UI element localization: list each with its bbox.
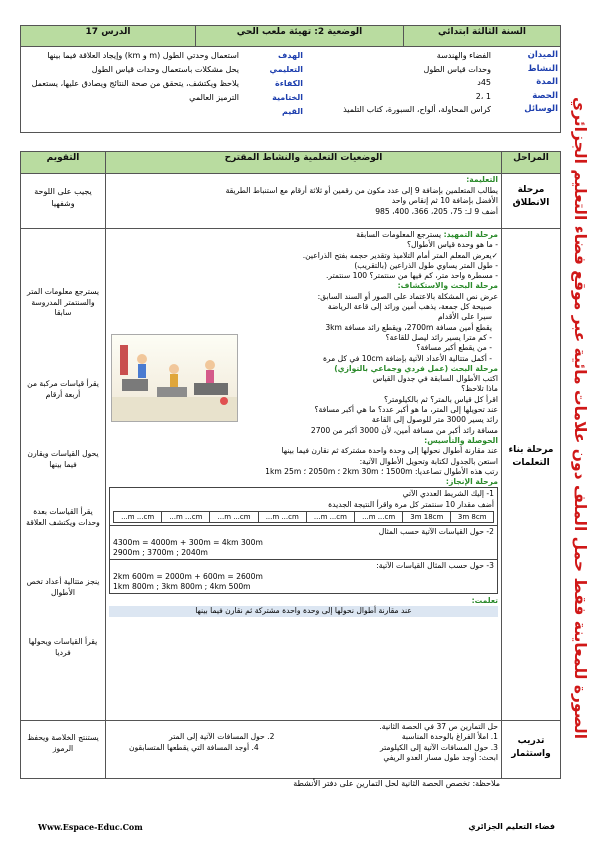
search2-line: رائد يسير 3000 متر للوصول إلى القاعة [371,415,498,425]
footer-brand: فضاء التعليم الجزائري [468,822,555,831]
intro-item: - مسطرة واحد متر، كم فيها من سنتمتر؟ 100 سنتمتر. [325,271,498,281]
stage3-line: 4. أوجد المسافة التي يقطعها المتسابقون [129,742,259,752]
mid-label: القيم [281,107,303,116]
header-mid-labels [243,49,303,119]
search-line: يقطع أمين مسافة 2700m، ويقطع رائد مسافة 3km [325,322,492,332]
search2-line: اكتب الأطوال السابقة في جدول القياس [372,374,498,384]
intro-item: - طول المتر يساوي طول الذراعين (بالتقريب) [354,260,498,270]
exercise-3-box [109,560,498,594]
synth-line: استعن بالجدول لكتابة وتحويل الأطوال الآتية: [359,456,498,466]
col-stages: المراحل [502,152,561,174]
watermark-text: الصورة للمعاينة فقط حمل الملف دون علامات مائية عبر موقع فضاء التعليم الجزائري [571,96,589,740]
synth-title: الحوصلة والتأسيس: [424,435,498,445]
ex1-line: أضف مقدار 10 سنتمتر كل مرة واقرأ النتيجة الجديدة [328,499,494,509]
header-left-values [311,49,491,117]
header-table [20,25,561,133]
stage2-name: مرحلة بناء التعلمات [502,229,561,721]
eval-item: يسترجع معلومات المتر والسنتمتر المدروسة سابقا [27,287,99,317]
eval-item: ينجز متتالية أعداد تخص الأطوال [26,577,100,597]
eval-item: يقرأ قياسات مركبة من أربعة أرقام [27,379,99,399]
search-line: - من يقطع أكبر مسافة؟ [416,343,492,353]
search2-line: عند تحويلها إلى المتر، ما هو أكبر عدد؟ ما هي أكبر مسافة؟ [314,405,498,415]
grade-level: السنة الثالثة ابتدائي [404,26,561,47]
stage1-content [106,174,502,229]
stage1-name: مرحلة الانطلاق [502,174,561,229]
note: ملاحظة: تخصص الحصة الثانية لحل التمارين على دفتر الأنشطة [293,779,500,788]
strip-cell: ...m ...cm [258,512,306,523]
stage1-line: الأفضل بإضافة 10 ثم إنقاص واحد [391,196,498,205]
mid-label: التعليمي [269,65,303,74]
field-value: الفضاء والهندسة [436,51,491,60]
search-line: صبيحة كل جمعة، يذهب أمين ورائد إلى قاعة الرياضة [327,302,492,312]
exercise-2-box [109,526,498,560]
competence-text: يحل مشكلات باستعمال وحدات قياس الطول [91,65,239,74]
header-left-labels [496,49,558,117]
stage3-line: 3. حول المسافات الآتية إلى الكيلومتر [379,742,498,752]
stage3-line: 2. حول المسافات الآتية إلى المتر [169,732,275,742]
search2-line: اقرأ كل قياس بالمتر؟ ثم بالكيلومتر؟ [383,394,498,404]
activity-value: وحدات قياس الطول [423,64,491,74]
search2-title: مرحلة البحث (عمل فردي وجماعي بالتوازي) [334,363,498,373]
session-value: 1 ،2 [475,91,491,101]
col-activities: الوضعيات التعلمية والنشاط المقترح [106,152,502,174]
mid-label: الكفاءة [275,79,303,88]
ex3-title: 3- حول حسب المثال القياسات الآتية: [376,561,494,571]
intro-item: - ما هو وحدة قياس الأطوال؟ [406,240,498,250]
label-activity: النشاط [527,63,558,74]
stage3-eval: يستنتج الخلاصة ويحفظ الرموز [21,721,106,779]
search-title: مرحلة البحث والاستكشاف: [397,281,498,291]
main-table [20,151,561,779]
apply-title: مرحلة الإنجاز: [445,477,498,487]
ex2-title: 2- حول القياسات الآتية حسب المثال [378,527,494,537]
stage3-line: حل التمارين ص 37 في الحصة الثانية. [379,722,498,731]
learned-title: تعلمت: [471,596,498,606]
search-line: عرض نص المشكلة بالاعتماد على الصور أو السند السابق: [317,291,498,301]
values-text: يلاحظ ويكتشف، يتحقق من صحة النتائج ويصادق عليها، يستعمل الترميز العالمي [31,79,239,102]
learned-text: عند مقارنة أطوال نحولها إلى وحدة واحدة مشتركة ثم نقارن فيما بينها [109,606,498,616]
ex1-line: 1- إليك الشريط العددي الآتي [402,489,494,499]
materials-value: كراس المحاولة، ألواح، السبورة، كتاب التلميذ [343,105,491,114]
stage3-content [106,721,502,779]
synth-line: رتب هذه الأطوال تصاعديا: 1500m ؛ 2km 30m ؛ 2050m ؛ 1km 25m [265,466,498,476]
number-strip [113,511,494,523]
strip-cell: ...m ...cm [306,512,354,523]
col-evaluation: التقويم [21,152,106,174]
strip-cell: 3m 8cm [451,512,494,523]
search2-line: ماذا تلاحظ؟ [461,384,498,394]
stage1-eval: يجيب على اللوحة وشفهيا [21,174,106,229]
stage3-line: 1. املأ الفراغ بالوحدة المناسبة [401,732,498,742]
watermark-strip [561,38,591,798]
eval-item: يقرأ القياسات بعدة وحدات ويكتشف العلاقة [26,507,100,527]
stage1-line: يطالب المتعلمين بإضافة 9 إلى عدد مكون من رقمين أو ثلاثة أرقام مع استنباط الطريقة [225,185,498,195]
label-materials: الوسائل [524,104,558,114]
stage3-name: تدريب واستثمار [502,721,561,779]
footer [38,822,555,832]
search-line: - أكمل متتالية الأعداد الآتية بإضافة 10cm في كل مرة [322,353,492,363]
footer-site[interactable]: Www.Espace-Educ.Com [38,822,143,832]
stage1-line: أضف 9 لـ: 75، 205، 366، 400، 985 [375,206,498,216]
header-right-values [23,49,239,105]
mid-label: الهدف [278,51,303,60]
mid-label: الختامية [272,93,303,102]
label-session: الحصة [532,90,558,101]
situation-title: الوضعية 2: تهيئة ملعب الحي [196,26,404,47]
ex2-line: 4300m = 4000m + 300m = 4km 300m [113,537,263,547]
search2-line: مسافة رائد أكبر من مسافة أمين، لأن 3000 أكبر من 2700 [310,425,498,435]
eval-item: يحول القياسات ويقارن فيما بينها [27,449,99,469]
search-line: - كم مترا يسير رائد ليصل للقاعة؟ [385,332,492,342]
strip-cell: ...m ...cm [162,512,210,523]
exercise-1-box [109,487,498,526]
strip-cell: 3m 18cm [403,512,451,523]
strip-cell: ...m ...cm [114,512,162,523]
label-duration: المدة [536,77,558,87]
objective-text: استعمال وحدتي الطول (m و km) وإيجاد العلاقة فيما بينها [47,51,239,60]
intro-text: يسترجع المعلومات السابقة [356,230,442,239]
lesson-number: الدرس 17 [21,26,196,47]
playground-svg [112,335,237,421]
synth-line: عند مقارنة أطوال نحولها إلى وحدة واحدة مشتركة ثم نقارن فيما بينها [281,446,498,456]
label-field: الميدان [527,50,558,60]
header-info [21,47,561,133]
stage3-line: ابحث: أوجد طول مسار العدو الريفي [383,752,498,762]
ex3-line: 2km 600m = 2000m + 600m = 2600m [113,571,263,581]
intro-title: مرحلة التمهيد: [443,230,498,239]
stage2-evals [21,229,106,721]
duration-value: 45د [477,78,491,87]
ex2-line: 2900m ; 3700m ; 2040m [113,547,208,557]
search-line: سيرا على الأقدام [437,312,492,322]
strip-cell: ...m ...cm [210,512,258,523]
stage1-title: التعليمة: [466,175,498,184]
ex3-line: 1km 800m ; 3km 800m ; 4km 500m [113,581,251,591]
stage2-content [106,229,502,721]
intro-item: ✓يعرض المعلم المتر أمام التلاميذ وتقدير حجمه بفتح الذراعين. [302,250,498,260]
playground-illustration [111,334,238,422]
eval-item: يقرأ القياسات ويحولها فرديا [28,637,98,657]
strip-cell: ...m ...cm [355,512,403,523]
